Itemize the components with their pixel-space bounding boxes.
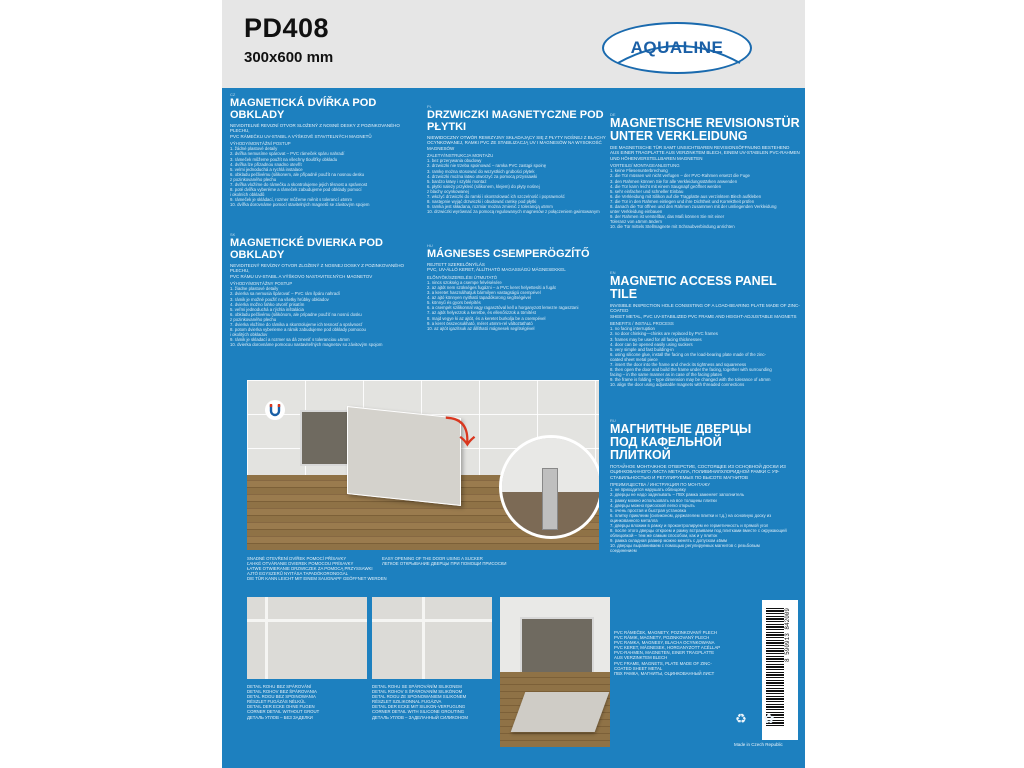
list-item: 4. дверцы можно присоской легко открыть xyxy=(610,502,695,508)
list-item: 1. keine Fliesenunterbrechung xyxy=(610,168,668,174)
list-item: 8. danach die Tür öffnen und den Rahmen zusammen mit der umliegenden Verkleidung xyxy=(610,203,777,209)
list-item: 1. no facing interruption xyxy=(610,326,655,332)
intro-line: PVC, UV-ÁLLÓ KERET, ÁLLÍTHATÓ MAGASSÁGÚ MÁGNESEKKEL xyxy=(427,267,566,273)
list-item: 6. die Verkleidung mit Silikon auf die Tragplatte aus verzinktem Blech aufkleben xyxy=(610,193,762,199)
section-intro xyxy=(610,464,800,480)
list-item: z pozinkovaného plechu xyxy=(230,316,277,322)
caption-line: RÉSZLET FUGÁZÁS NÉLKÜL xyxy=(247,699,306,705)
list-item: 5. könnyű és gyors beépítés xyxy=(427,300,481,306)
section-intro xyxy=(610,303,800,319)
list-item: ZALETY/INSTRUKCJA MONTAŻU xyxy=(427,153,494,159)
list-item: 3. a keretet használhatjuk bármilyen vastagságú csempével xyxy=(427,290,541,296)
list-item: facing – in the same manner as in case of the facing plates xyxy=(610,372,723,378)
caption-line: PVC RÁMIK, MAGNETY, POZINKOVANÝ PLECH xyxy=(614,635,710,641)
lang-code: RU xyxy=(610,418,616,423)
list-item: 7. az ajtót helyezzük a keretbe, és ellenőrizzük a tömítést xyxy=(427,310,536,316)
section-en xyxy=(610,270,800,387)
caption-line: ПВХ РАМКА, МАГНИТЫ, ОЦИНКОВАННЫЙ ЛИСТ xyxy=(614,670,715,676)
section-list xyxy=(610,321,800,387)
caption-line: ŁATWE OTWIERANIE DRZWICZEK ZA POMOCĄ PRZYSSAWKI xyxy=(247,566,373,572)
list-item: 8. после этого дверцы откроем и рамку встраиваем под плитками вместе с окружающей xyxy=(610,528,787,534)
section-title: MAGNETICKÁ DVÍŘKA POD OBKLADY xyxy=(230,97,377,121)
list-item: 5. очень простая и быстрая установка xyxy=(610,507,687,513)
list-item: 7. insert the door into the frame and check its tightness and squareness xyxy=(610,361,747,367)
list-item: 1. nincs szükség a csempe felvésésére xyxy=(427,279,502,285)
list-item: 5. veľmi jednoduchá a rýchla inštalácia xyxy=(230,306,304,312)
grout-line xyxy=(422,597,425,679)
intro-line: СТАБИЛЬНОСТЬЮ И РЕГУЛИРУЕМЫХ ПО ВЫСОТЕ МАГНИТОВ xyxy=(610,474,749,480)
list-item: 6. obkladu pečlivému (silikonem, ale případně použít na nosnou desku xyxy=(230,171,365,177)
caption-line: ДЕТАЛЬ УГЛОВ – ЗАДЕЛАННЫЙ СИЛИКОНОМ xyxy=(372,714,468,720)
list-item: Toleranz von ±5mm ändern xyxy=(610,219,663,225)
intro-line: ОЦИНКОВАННОГО ЛИСТА МЕТАЛЛА, ПОЛИВИНИЛХЛОРИДНОЙ РАМКИ С УФ- xyxy=(610,469,780,475)
caption-line: AUS VERZINKTEM BLECH xyxy=(614,655,668,661)
list-item: 8. majd vegye ki az ajtót, és a keretet burkolja be a csempével xyxy=(427,315,546,321)
intro-line: NEVIDITELNÉ REVIZNÍ OTVOR SLOŽENÝ Z NOSNÉ DESKY Z POZINKOVANÉHO PLECHU, xyxy=(230,123,400,134)
list-item: 9. rámik je skladací a rozmer sa dá zmeniť s toleranciou ±5mm xyxy=(230,337,350,343)
list-item: 9. ramka jest składana, rozmiar można zmienić z tolerancją ±5mm xyxy=(427,204,553,210)
caption-line: DETAIL ROHU BEZ SPÁROVÁNÍ xyxy=(247,684,312,689)
caption-line: DETAL ROGU BEZ SPOINOWANIA xyxy=(247,694,316,700)
product-code: PD408 xyxy=(244,13,330,43)
list-item: i okolních obkladů xyxy=(230,192,265,198)
caption-open-en xyxy=(382,556,507,566)
section-intro xyxy=(427,135,607,151)
list-item: 10. die Tür mittels Stellmagnete mit Schraubverbindung anrichten xyxy=(610,224,735,230)
caption-line: SNADNÉ OTEVŘENÍ DVÍŘEK POMOCÍ PŘÍSAVKY xyxy=(247,556,347,561)
caption-detail-right xyxy=(372,684,468,720)
list-item: 6. using silicone glue, install the facing on the load-bearing plate made of the zinc- xyxy=(610,351,766,357)
lang-code: DE xyxy=(610,112,616,117)
section-list xyxy=(610,163,800,229)
section-title: MAGNETIC ACCESS PANEL TILE xyxy=(610,274,777,301)
grout-line xyxy=(372,619,492,622)
section-list xyxy=(427,153,607,214)
intro-line: ПОТАЙНОЕ МОНТАЖНОЕ ОТВЕРСТИЕ, СОСТОЯЩЕЕ ИЗ ОСНОВНОЙ ДОСКИ ИЗ xyxy=(610,464,786,469)
list-item: 10. dvierka dorovnáme pomocou nastaviteľných magnetov so závitovým spojom xyxy=(230,342,383,348)
product-size: 300x600 mm xyxy=(244,49,334,66)
list-item: 3. ramkę można stosować do wszystkich grubości płytek xyxy=(427,168,535,174)
list-item: 4. dvířka lze přizadnou snadno otevřít xyxy=(230,161,302,167)
list-item: 10. align the door using adjustable magnets with threaded connections xyxy=(610,382,745,388)
list-item: 8. then open the door and build the frame under the facing, together with surrounding xyxy=(610,367,772,373)
section-title: DRZWICZKI MAGNETYCZNE POD PŁYTKI xyxy=(427,109,604,133)
lang-code: SK xyxy=(230,232,236,237)
inset-pipe xyxy=(542,468,558,530)
section-pl xyxy=(427,104,607,214)
section-title: MÁGNESES CSEMPERÖGZÍTŐ xyxy=(427,248,590,260)
section-sk xyxy=(230,232,420,347)
list-item: 1. не приходится нарушать облицовку xyxy=(610,487,686,493)
eco-icon: ✿ xyxy=(763,711,775,726)
list-item: 3. frames may be used for all facing thicknesses xyxy=(610,336,702,342)
list-item: 7. włożyć drzwiczki do ramki i skontrolować ich szczelność i poprawność xyxy=(427,193,565,199)
section-title: MAGNETICKÉ DVIERKA POD OBKLADY xyxy=(230,237,383,261)
made-in-label: Made in Czech Republic xyxy=(734,742,783,747)
list-item: 2. no door chinking—chinks are replaced by PVC frames xyxy=(610,331,718,337)
caption-line: EASY OPENING OF THE DOOR USING A SUCKER xyxy=(382,556,483,561)
list-item: VÝHODY/MONTÁŽNÍ POSTUP xyxy=(230,141,291,147)
caption-line: DETAIL ROHOV S ŠPÁROVANÍM SILIKÓNOM xyxy=(372,689,463,695)
list-item: ПРЕИМУЩЕСТВА / ИНСТРУКЦИЯ ПО МОНТАЖУ xyxy=(610,482,711,488)
intro-line: UND HÖHENVERSTELLBAREN MAGNETEN xyxy=(610,155,703,161)
intro-line: NEVIDITEĽNÝ REVÍZNY OTVOR ZLOŽENÝ Z NOSNEJ DOSKY Z POZINKOVANÉHO PLECHU, xyxy=(230,263,405,274)
intro-line: DIE MAGNETISCHE TÜR SAMT UNSICHTBAREN REVISIONSÖFFNUNG BESTEHEND xyxy=(610,145,790,150)
caption-line: ĽAHKÉ OTVÁRANIE DVIEREK POMOCOU PRÍSAVKY xyxy=(247,561,354,567)
list-item: 4. door can be opened easily using suckers xyxy=(610,341,693,347)
section-intro xyxy=(427,262,607,273)
list-item: coated sheet metal piece xyxy=(610,356,658,362)
lang-code: CZ xyxy=(230,92,236,97)
list-item: оцинкованного металла xyxy=(610,517,658,523)
list-item: 5. bardzo łatwy i szybki montaż xyxy=(427,178,487,184)
brand-name: AQUALINE xyxy=(630,38,724,57)
list-item: 10. dvířka dorovnáme pomocí stavitelných magnetů se závitovým spojem xyxy=(230,202,370,208)
intro-line: AUS EINER TRAGPLATTE AUS VERZINKTEM BLECH, EINEM UV-STABILEN PVC-RAHMEN xyxy=(610,150,800,156)
corner-detail-right xyxy=(372,597,492,679)
caption-line: CORNER DETAIL WITH SILICONE GROUTING xyxy=(372,709,465,715)
lang-code: PL xyxy=(427,104,432,109)
caption-line: DETAIL ROHOV BEZ ŠPÁROVANIA xyxy=(247,689,317,695)
caption-line: DETAIL DER ECKE OHNE FUGEN xyxy=(247,704,315,710)
list-item: 1. bez przerywania obudowy xyxy=(427,158,482,164)
caption-line: PVC KERET, MÁGNESEK, HORGANYZOTT ACÉLLAP xyxy=(614,645,721,651)
list-item: 4. drzwiczki można łatwo otworzyć za pomocą przyssawki xyxy=(427,173,538,179)
detail-inset xyxy=(499,435,599,539)
list-item: 1. žádné plastové detaily xyxy=(230,146,278,152)
list-item: 8. potom dvierka vyberieme a rámik zabudujeme pod obklady pomocou xyxy=(230,327,366,333)
section-list xyxy=(427,275,607,331)
intro-line: OCYNKOWANEJ, RAMKI PVC ZE STABILIZACJĄ UV I MAGNESÓW NA WYSOKOŚĆ xyxy=(427,140,602,146)
list-item: 9. rámeček je skládací, rozmer můžeme měnit s tolerancí ±5mm xyxy=(230,197,352,203)
brand-logo xyxy=(602,22,752,74)
rotate-arrow-icon: ⤵ xyxy=(445,417,475,450)
list-item: 9. the frame is folding – type dimension may be changed with the tolerance of ±5mm xyxy=(610,377,771,383)
caption-line: PVC RAMKA, MAGNESY, BLACHA OCYNKOWANA xyxy=(614,640,715,646)
list-item: 7. die Tür in den Rahmen einlegen und ihre Dichtheit und Korrektheit prüfen xyxy=(610,198,755,204)
barcode-number: 8 590913 842009 xyxy=(784,608,791,663)
list-item: 2. die Tür müssen wir nicht verfugen – der PVC-Rahmen ersetzt die Fuge xyxy=(610,173,750,179)
list-item: 4. dvierka možno ľahko otvoriť prisatím xyxy=(230,301,305,307)
list-item: 5. very simple and fast building-in xyxy=(610,346,674,352)
magnet-icon xyxy=(265,400,285,420)
grout-line xyxy=(265,597,268,679)
list-item: VORTEILE/ MONTAGEANLEITUNG xyxy=(610,163,680,169)
list-item: соединением xyxy=(610,548,637,554)
list-item: 8. następnie wyjąć drzwiczki i obudować ramkę pod płytki xyxy=(427,199,537,205)
header-band xyxy=(222,0,805,88)
list-item: облицовкой – тем же самым способом, как и у плиток xyxy=(610,533,718,539)
magnet-glyph-icon xyxy=(265,400,285,420)
caption-line: AJTÓ EGYSZERŰ NYITÁSA TAPADÓKORONGGAL xyxy=(247,571,348,577)
main-photo xyxy=(247,380,599,550)
list-item: 9. der Rahmen ist verstellbar, das Maß können Sie mit einer xyxy=(610,214,725,220)
list-item: 2. дверцы не надо заделывать – ПВХ рамка заменяет заполнитель xyxy=(610,492,745,498)
list-item: 10. drzwiczki wyrównać za pomocą regulowanych magnesów z połączeniem gwintowanym xyxy=(427,209,600,215)
list-item: 3. рамку можно использовать на все толщины плитки xyxy=(610,497,717,503)
list-item: 5. velmi jednoduchá a rychlá instalace xyxy=(230,166,303,172)
list-item: 7. дверцы вложим в рамку и проконтролируем ее герметичность и прямой угол xyxy=(610,522,769,528)
intro-line: MAGNESÓW xyxy=(427,145,455,151)
list-item: 2. az ajtót nem szükséges fugázni – a PVC keret helyettesíti a fugát xyxy=(427,285,556,290)
list-item: 10. дверцы выравниваем с помощью регулируемых магнитов с резьбовым xyxy=(610,543,760,549)
list-item: BENEFITS / INSTALL PROCESS xyxy=(610,321,674,327)
caption-line: DETAIL DER ECKE MIT SILIKON-VERFUGUNG xyxy=(372,704,466,710)
list-item: 6. плитку приклеим (силиконом, держателем плитки и т.д.) на основную доску из xyxy=(610,512,772,518)
list-item: 2. dvířka nemusíme spárovat – PVC rámeček spáru nahradí xyxy=(230,151,345,157)
section-hu xyxy=(427,243,607,331)
caption-line: DETAL ROGU ZE SPOINOWANIEM SILIKONEM xyxy=(372,694,467,700)
list-item: 7. dvířka vložíme do rámečku a skontrolujeme jejich těsnost a správnost xyxy=(230,181,368,187)
list-item: 10. az ajtót igazítsuk az állítható mágnesek segítségével xyxy=(427,325,535,331)
recycle-icon: ♻ xyxy=(735,711,747,726)
caption-line: PVC FRAME, MAGNETS, PLATE MADE OF ZINC- xyxy=(614,660,712,666)
section-intro xyxy=(230,123,420,139)
section-intro xyxy=(230,263,420,279)
lang-code: EN xyxy=(610,270,616,275)
caption-line: RÉSZLET SZILIKONNAL FUGÁZVA xyxy=(372,699,442,705)
section-list xyxy=(610,482,800,553)
intro-line: REJTETT SZERELŐNYÍLÁS xyxy=(427,262,485,267)
caption-open xyxy=(247,556,387,581)
list-item: 3. rámik je možné použiť na všetky hrúbky obkladov xyxy=(230,296,329,302)
intro-line: PVC RÁMEČKU UV-STABIL A VÝŠKOVĚ STAVITELNÝCH MAGNETŮ xyxy=(230,133,372,139)
barcode-bars xyxy=(766,606,784,726)
caption-line: ЛЕГКОЕ ОТКРЫВАНИЕ ДВЕРЦЫ ПРИ ПОМОЩИ ПРИСОСКИ xyxy=(382,561,507,567)
materials-list xyxy=(614,630,720,676)
corner-detail-left xyxy=(247,597,367,679)
caption-line: PVC-RAHMEN, MAGNETEN, EINER TRAGPLATTE xyxy=(614,650,715,656)
list-item: 7. dvierka vložíme do rámika a skontrolujeme ich tesnosť a správnosť xyxy=(230,321,363,327)
list-item: 6. a csempét szilikonnal vagy ragasztóval kell a horganyzott lemezre ragasztani xyxy=(427,305,579,311)
list-item: 4. az ajtó könnyen nyitható tapadókorong segítségével xyxy=(427,295,531,301)
intro-line: PVC RÁMU UV-STABIL A VÝŠKOVO NASTAVITEĽNÝCH MAGNETOV xyxy=(230,273,373,279)
list-item: 1. žiadne plastové detaily xyxy=(230,286,279,292)
caption-line: COATED SHEET METAL xyxy=(614,665,663,671)
section-list xyxy=(230,281,420,347)
panel-tile xyxy=(511,692,610,732)
grout-line xyxy=(247,619,367,622)
product-photo xyxy=(500,597,610,747)
intro-line: SHEET METAL, PVC UV-STABILIZED PVC FRAME AND HEIGHT-ADJUSTABLE MAGNETS xyxy=(610,313,797,319)
list-item: 3. rámeček můžeme použít na všechny tloušťky obkladu xyxy=(230,156,338,162)
intro-line: NIEWIDOCZNY OTWÓR REWIZYJNY SKŁADAJĄCY SIĘ Z PŁYTY NOŚNEJ Z BLACHY xyxy=(427,135,606,140)
list-item: 6. obkladu pečlivému (silikónom, ale prípadne použiť na nosnú dosku xyxy=(230,311,362,317)
list-item: unter Verkleidung einbauen xyxy=(610,209,663,215)
list-item: 2. dvierka sa nemusia špárovať – PVC rám špáru nahradí xyxy=(230,291,340,297)
section-title: МАГНИТНЫЕ ДВЕРЦЫ ПОД КАФЕЛЬНОЙ ПЛИТКОЙ xyxy=(610,422,752,462)
caption-line: ДЕТАЛЬ УГЛОВ – БЕЗ ЗАДЕЛКИ xyxy=(247,714,313,720)
caption-line: PVC RÁMEČEK, MAGNETY, POZINKOVANÝ PLECH xyxy=(614,630,717,635)
section-ru xyxy=(610,418,800,554)
intro-line: INVISIBLE INSPECTION HOLE CONSISTING OF A LOAD-BEARING PLATE MADE OF ZINC-COATED xyxy=(610,303,800,314)
caption-line: DETAIL ROHU SE SPÁROVÁNÍM SILIKONEM xyxy=(372,684,462,689)
list-item: 2. drzwiczki nie trzeba spoinować – ramka PVC zastąpi spoinę xyxy=(427,163,547,169)
list-item: z blachy ocynkowanej xyxy=(427,188,469,194)
list-item: VÝHODY/MONTÁŽNY POSTUP xyxy=(230,281,293,287)
caption-line: CORNER DETAIL WITHOUT GROUT xyxy=(247,709,320,715)
list-item: ELŐNYÖK/SZERELÉSI ÚTMUTATÓ xyxy=(427,274,498,280)
list-item: i okolitých obkladov xyxy=(230,332,268,338)
list-item: 4. die Tür kann leicht mit einem Saugnapf geöffnet werden xyxy=(610,183,722,189)
section-list xyxy=(230,141,420,207)
section-cz xyxy=(230,92,420,207)
product-sheet xyxy=(222,0,805,768)
section-title: MAGNETISCHE REVISIONSTÜR UNTER VERKLEIDUNG xyxy=(610,116,800,143)
list-item: 3. den Rahmen können Sie für alle Verkleidungsstärken anwenden xyxy=(610,178,738,184)
list-item: 5. sehr einfacher und schneller Einbau xyxy=(610,188,684,194)
list-item: 9. рамка складная размер можно менять с допуском ±5мм xyxy=(610,538,727,544)
list-item: z pozinkovaného plechu xyxy=(230,176,277,182)
caption-line: DIE TÜR KANN LEICHT MIT EINEM SAUGNAPF GEÖFFNET WERDEN xyxy=(247,576,387,582)
list-item: 9. a keret összecsukható, méret ±5mm-rel változtatható xyxy=(427,320,533,326)
list-item: 8. poté dvířka vyberéme a rámeček zabudujeme pod obklady pomocí xyxy=(230,187,362,193)
lang-code: HU xyxy=(427,243,433,248)
list-item: 6. płytki należy przykleić (silikonem, klejem) do płyty nośnej xyxy=(427,183,540,189)
open-panel xyxy=(347,406,461,506)
section-intro xyxy=(610,145,800,161)
caption-detail-left xyxy=(247,684,319,720)
section-de xyxy=(610,112,800,229)
